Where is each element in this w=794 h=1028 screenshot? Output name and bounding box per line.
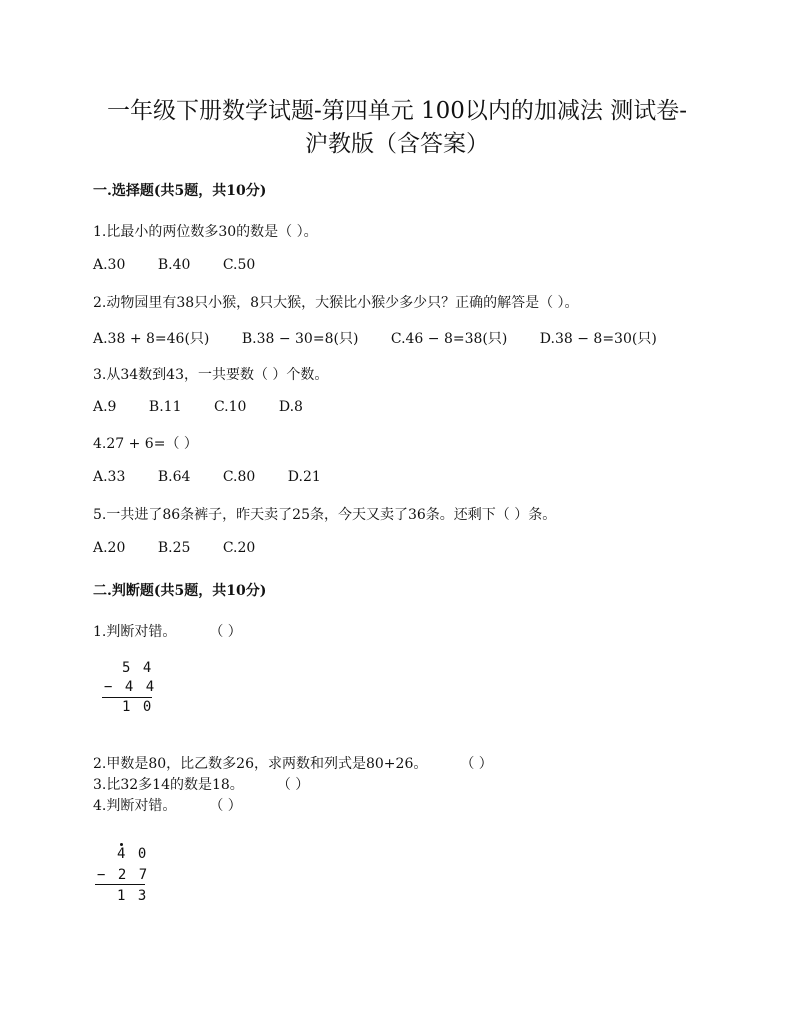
option[interactable]: C.10 (213, 399, 247, 415)
answer-paren[interactable]: （ ） (216, 798, 242, 814)
question-text: 1.判断对错。 (93, 624, 177, 640)
answer-paren[interactable]: （ ） (467, 756, 493, 772)
judge-question-3 (93, 774, 309, 794)
options-4 (93, 469, 349, 485)
option[interactable]: A.33 (93, 469, 126, 485)
judge-question-4 (93, 795, 242, 815)
option[interactable]: B.64 (157, 469, 191, 485)
judge-question-1 (93, 621, 242, 641)
option[interactable]: C.20 (222, 540, 256, 556)
option[interactable]: A.9 (93, 399, 117, 415)
option[interactable]: B.11 (148, 399, 182, 415)
option[interactable]: A.30 (93, 257, 126, 273)
option[interactable]: C.46 − 8=38(只) (390, 331, 508, 347)
question-1: 1.比最小的两位数多30的数是（ ）。 (93, 224, 318, 240)
question-5: 5.一共进了86条裤子，昨天卖了25条，今天又卖了36条。还剩下（ ）条。 (93, 507, 557, 523)
option[interactable]: C.80 (222, 469, 256, 485)
question-text: 3.比32多14的数是18。 (93, 777, 244, 793)
option[interactable]: B.38 − 30=8(只) (241, 331, 359, 347)
calc-result: 1 3 (117, 888, 149, 904)
options-5 (93, 540, 283, 556)
option[interactable]: D.38 − 8=30(只) (539, 331, 657, 347)
section2-heading: 二.判断题(共5题，共10分) (93, 583, 267, 599)
calc-middle: − 2 7 (97, 867, 150, 883)
question-4: 4.27 + 6=（ ） (93, 436, 198, 452)
calc-result: 1 0 (122, 699, 154, 715)
option[interactable]: A.20 (93, 540, 126, 556)
calc-underline (102, 697, 152, 698)
judge-question-2 (93, 753, 493, 773)
answer-paren[interactable]: （ ） (216, 624, 242, 640)
calc-middle: − 4 4 (104, 679, 157, 695)
calc-underline (95, 884, 145, 885)
option[interactable]: D.8 (278, 399, 303, 415)
section1-heading: 一.选择题(共5题，共10分) (93, 183, 267, 199)
question-3: 3.从34数到43，一共要数（ ）个数。 (93, 367, 329, 383)
question-text: 4.判断对错。 (93, 798, 177, 814)
options-2 (93, 328, 685, 348)
calc-top: 5 4 (122, 660, 154, 676)
page-title-line1: 一年级下册数学试题-第四单元 100以内的加减法 测试卷- (106, 98, 688, 124)
answer-paren[interactable]: （ ） (283, 777, 310, 793)
option[interactable]: D.21 (287, 469, 321, 485)
question-text: 2.甲数是80，比乙数多26，求两数和列式是80+26。 (93, 756, 428, 772)
calc-top: 4 0 (117, 846, 149, 862)
option[interactable]: B.25 (157, 540, 191, 556)
question-2: 2.动物园里有38只小猴，8只大猴，大猴比小猴少多少只？正确的解答是（ ）。 (93, 295, 579, 311)
page-title-line2: 沪教版（含答案） (305, 131, 489, 157)
option[interactable]: B.40 (157, 257, 191, 273)
options-3 (93, 399, 331, 415)
option[interactable]: C.50 (222, 257, 256, 273)
options-1 (93, 257, 283, 273)
option[interactable]: A.38 + 8=46(只) (93, 331, 210, 347)
